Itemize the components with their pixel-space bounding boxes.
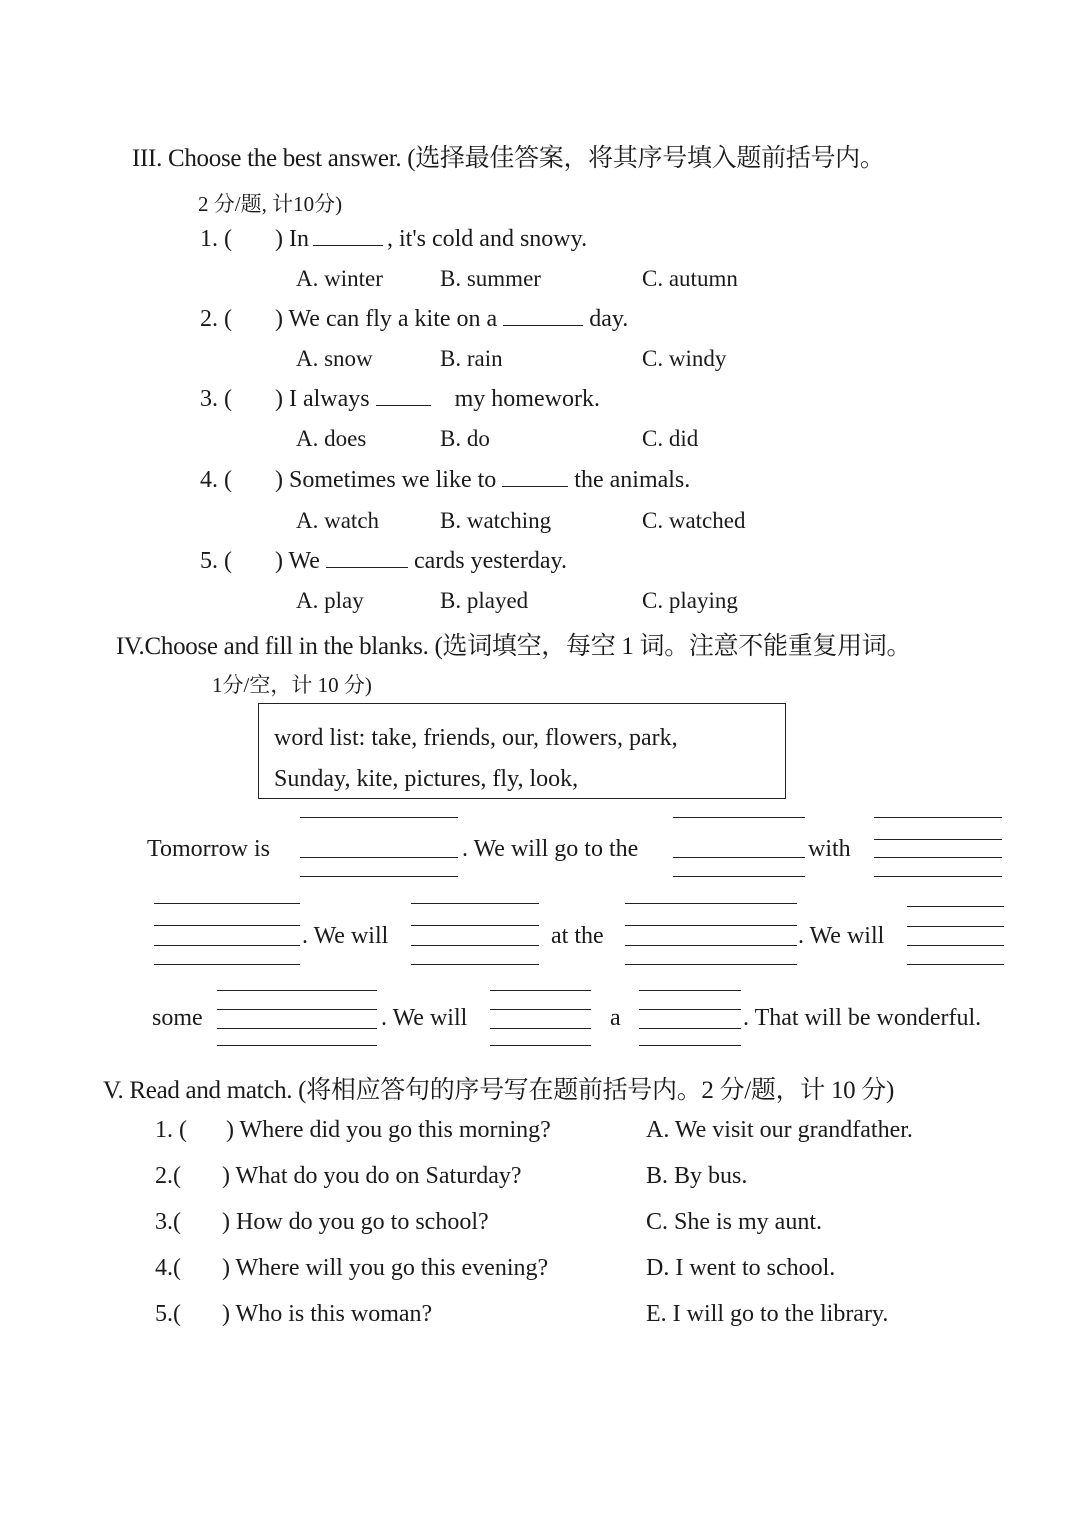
q3-4-stem: ) Sometimes we like to the animals. (275, 467, 691, 493)
writing-line (217, 990, 377, 991)
q3-3-stem: ) I always my homework. (275, 386, 600, 412)
fill-row2-text-1: . We will (302, 923, 389, 949)
fill-row3-text-1: some (152, 1005, 203, 1031)
q5-answer-d: D. I went to school. (646, 1255, 836, 1281)
q3-2-number: 2. ( (200, 306, 232, 332)
section3-score: 2 分/题, 计10分) (198, 192, 343, 216)
q5-1-number: 1. ( (155, 1117, 187, 1143)
q5-answer-c: C. She is my aunt. (646, 1209, 823, 1235)
writing-line (411, 903, 539, 904)
writing-line (874, 817, 1002, 818)
word-list-line-2: Sunday, kite, pictures, fly, look, (274, 766, 579, 792)
fill-blank-4[interactable] (154, 945, 300, 946)
answer-blank[interactable] (326, 566, 408, 568)
fill-row1-text-2: . We will go to the (462, 836, 639, 862)
writing-line (907, 964, 1004, 965)
section3-title: III. Choose the best answer. (选择最佳答案，将其序号填入题前括号内。 (132, 145, 885, 172)
writing-line (874, 876, 1002, 877)
fill-blank-9[interactable] (490, 1028, 591, 1029)
section5-title: V. Read and match. (将相应答句的序号写在题前括号内。2 分/题，计 10 分) (103, 1077, 895, 1104)
q3-3-option-a: A. does (296, 426, 367, 451)
q3-1-option-a: A. winter (296, 266, 383, 291)
q5-3-number: 3.( (155, 1209, 181, 1235)
q3-1-option-b: B. summer (440, 266, 541, 291)
answer-blank[interactable] (313, 244, 383, 246)
q5-2-question: ) What do you do on Saturday? (222, 1163, 522, 1189)
writing-line (639, 1045, 741, 1046)
q3-2-option-a: A. snow (296, 346, 373, 371)
fill-blank-8[interactable] (217, 1028, 377, 1029)
writing-line (625, 903, 797, 904)
q5-5-number: 5.( (155, 1301, 181, 1327)
q3-3-number: 3. ( (200, 386, 232, 412)
writing-line (300, 876, 458, 877)
writing-line (907, 906, 1004, 907)
writing-line (625, 925, 797, 926)
q3-5-stem: ) We cards yesterday. (275, 548, 567, 574)
q3-3-option-c: C. did (642, 426, 699, 451)
answer-blank[interactable] (376, 404, 431, 406)
writing-line (673, 817, 805, 818)
q3-5-option-b: B. played (440, 588, 529, 613)
fill-blank-3[interactable] (874, 857, 1002, 858)
q5-4-question: ) Where will you go this evening? (222, 1255, 549, 1281)
writing-line (490, 1045, 591, 1046)
fill-row2-text-3: . We will (798, 923, 885, 949)
writing-line (217, 1009, 377, 1010)
q5-answer-e: E. I will go to the library. (646, 1301, 889, 1327)
q3-2-option-b: B. rain (440, 346, 503, 371)
q3-4-option-b: B. watching (440, 508, 552, 533)
writing-line (411, 964, 539, 965)
fill-row1-text-1: Tomorrow is (147, 836, 270, 862)
q3-4-number: 4. ( (200, 467, 232, 493)
q3-5-option-c: C. playing (642, 588, 738, 613)
writing-line (874, 839, 1002, 840)
writing-line (217, 1045, 377, 1046)
q3-3-option-b: B. do (440, 426, 490, 451)
fill-blank-1[interactable] (300, 857, 458, 858)
writing-line (154, 903, 300, 904)
answer-blank[interactable] (503, 324, 583, 326)
writing-line (673, 876, 805, 877)
fill-blank-6[interactable] (625, 945, 797, 946)
q5-answer-a: A. We visit our grandfather. (646, 1117, 913, 1143)
fill-row1-text-3: with (808, 836, 851, 862)
q3-5-option-a: A. play (296, 588, 364, 613)
writing-line (490, 1009, 591, 1010)
fill-blank-5[interactable] (411, 945, 539, 946)
fill-row3-text-4: . That will be wonderful. (743, 1005, 982, 1031)
q3-1-stem: ) In , it's cold and snowy. (275, 226, 588, 252)
q5-5-question: ) Who is this woman? (222, 1301, 433, 1327)
section4-title: IV.Choose and fill in the blanks. (选词填空，每空 1 词。注意不能重复用词。 (116, 633, 912, 660)
q5-1-question: ) Where did you go this morning? (226, 1117, 551, 1143)
writing-line (639, 1009, 741, 1010)
word-list-box (258, 703, 786, 799)
fill-blank-10[interactable] (639, 1028, 741, 1029)
q3-1-option-c: C. autumn (642, 266, 738, 291)
q3-1-number: 1. ( (200, 226, 232, 252)
fill-blank-2[interactable] (673, 857, 805, 858)
fill-row3-text-3: a (610, 1005, 621, 1031)
q3-4-option-c: C. watched (642, 508, 746, 533)
fill-blank-7[interactable] (907, 945, 1004, 946)
writing-line (490, 990, 591, 991)
q3-5-number: 5. ( (200, 548, 232, 574)
word-list-line-1: word list: take, friends, our, flowers, park, (274, 725, 678, 751)
q5-3-question: ) How do you go to school? (222, 1209, 489, 1235)
writing-line (907, 926, 1004, 927)
section4-score: 1分/空，计 10 分) (212, 673, 372, 697)
writing-line (154, 925, 300, 926)
fill-row3-text-2: . We will (381, 1005, 468, 1031)
q3-2-option-c: C. windy (642, 346, 727, 371)
writing-line (154, 964, 300, 965)
q5-answer-b: B. By bus. (646, 1163, 748, 1189)
writing-line (411, 925, 539, 926)
q3-4-option-a: A. watch (296, 508, 380, 533)
fill-row2-text-2: at the (551, 923, 604, 949)
q3-2-stem: ) We can fly a kite on a day. (275, 306, 629, 332)
writing-line (625, 964, 797, 965)
writing-line (300, 817, 458, 818)
q5-2-number: 2.( (155, 1163, 181, 1189)
answer-blank[interactable] (502, 485, 568, 487)
q5-4-number: 4.( (155, 1255, 181, 1281)
writing-line (639, 990, 741, 991)
